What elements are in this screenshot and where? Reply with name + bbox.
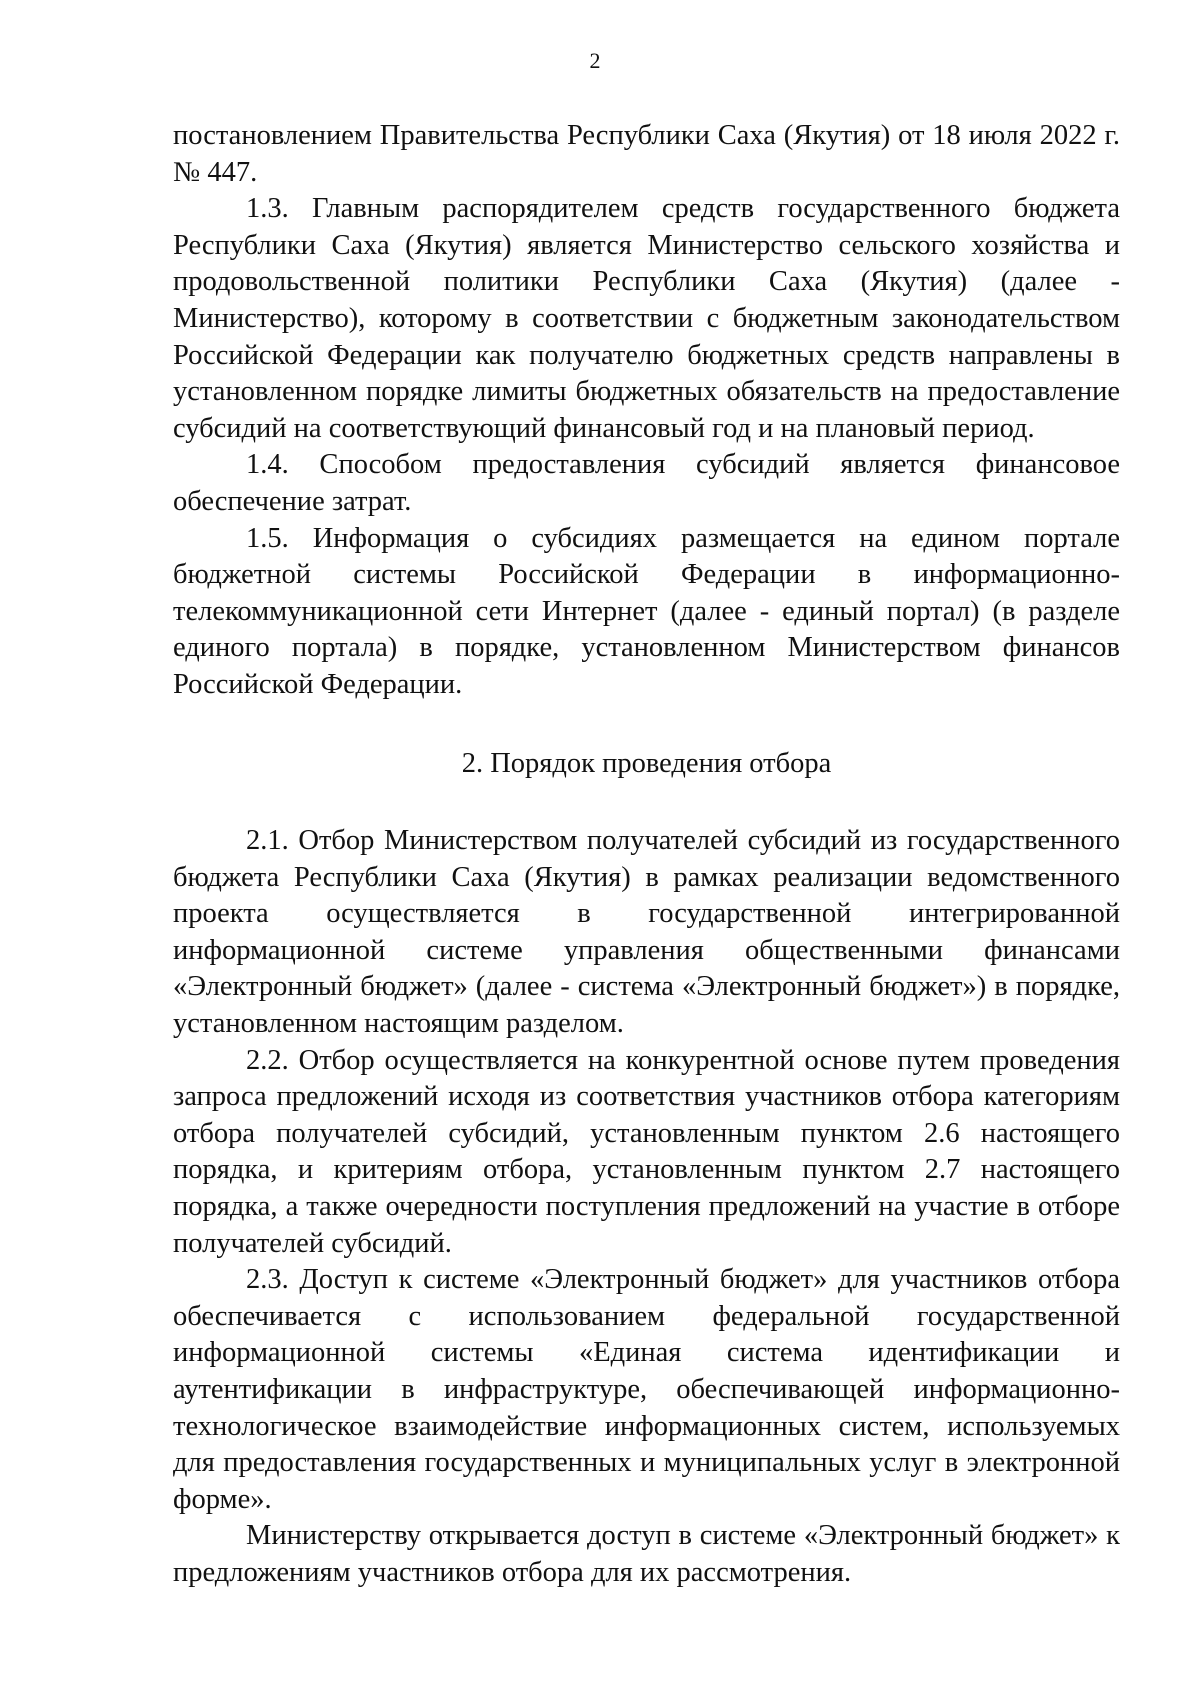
paragraph-2-1: 2.1. Отбор Министерством получателей субсидий из государственного бюджета Республики Саха (Якутия) в рамках реализации ведомственного проекта осуществляется в государственной интегрированной информационной системе управления общественными финансами «Электронный бюджет» (далее - система «Электронный бюджет») в порядке, установленном настоящим разделом.: [173, 825, 1120, 1040]
page-number: 2: [589, 48, 601, 73]
paragraph-continuation: постановлением Правительства Республики Саха (Якутия) от 18 июля 2022 г. № 447.: [173, 120, 1120, 188]
paragraph-1-5: 1.5. Информация о субсидиях размещается на едином портале бюджетной системы Российской Федерации в информационно-телекоммуникационной сети Интернет (далее - единый портал) (в разделе единого портала) в порядке, установленном Министерством финансов Российской Федерации.: [173, 522, 1120, 700]
document-body: [173, 118, 1120, 1592]
paragraph-1-4: 1.4. Способом предоставления субсидий является финансовое обеспечение затрат.: [173, 449, 1120, 517]
section-heading: 2. Порядок проведения отбора: [461, 747, 832, 779]
paragraph-1-3: 1.3. Главным распорядителем средств государственного бюджета Республики Саха (Якутия) является Министерство сельского хозяйства и продовольственной политики Республики Саха (Якутия) (далее - Министерство), которому в соответствии с бюджетным законодательством Российской Федерации как получателю бюджетных средств направлены в установленном порядке лимиты бюджетных обязательств на предоставление субсидий на соответствующий финансовый год и на плановый период.: [173, 193, 1120, 444]
paragraph-ministry-access: Министерству открывается доступ в системе «Электронный бюджет» к предложениям участников отбора для их рассмотрения.: [173, 1520, 1120, 1588]
paragraph-2-2: 2.2. Отбор осуществляется на конкурентной основе путем проведения запроса предложений исходя из соответствия участников отбора категориям отбора получателей субсидий, установленным пунктом 2.6 настоящего порядка, и критериям отбора, установленным пунктом 2.7 настоящего порядка, а также очередности поступления предложений на участие в отборе получателей субсидий.: [173, 1044, 1120, 1259]
paragraph-2-3: 2.3. Доступ к системе «Электронный бюджет» для участников отбора обеспечивается с использованием федеральной государственной информационной системы «Единая система идентификации и аутентификации в инфраструктуре, обеспечивающей информационно-технологическое взаимодействие информационных систем, используемых для предоставления государственных и муниципальных услуг в электронной форме».: [173, 1264, 1120, 1515]
